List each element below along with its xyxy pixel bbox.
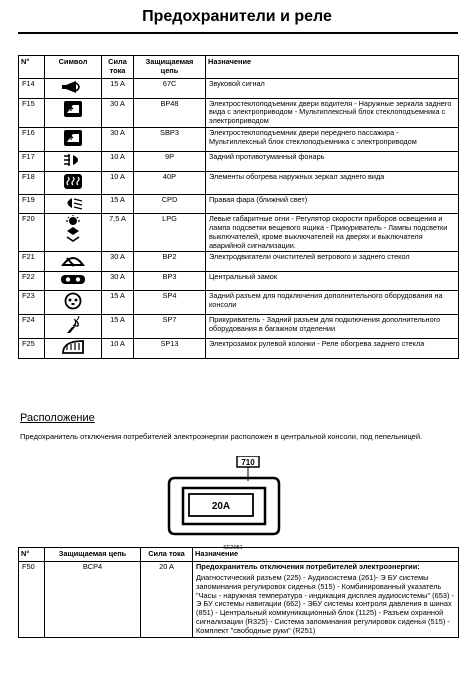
fuse-description: Звуковой сигнал: [206, 78, 459, 98]
header-purpose: Назначение: [206, 56, 459, 79]
socket-icon: [45, 291, 102, 315]
location-heading: Расположение: [20, 412, 95, 424]
fuse-current: 30 A: [102, 98, 134, 127]
fuse-number: F18: [19, 171, 45, 194]
window-lift-icon: [45, 98, 102, 127]
fuse-description: Диагностический разъем (225) - Аудиосистема (261)- Э БУ системы запоминания регулировок сиденья (515) - Комбинированный указатель "Часы - наружная температура - индикация дисплея аудиосистемы" (653) - Э БУ системы навигации (662) - ЭБУ системы контроля давления в шинах (851) - Центральный коммуникационный блок (1125) - Разъем охранной сигнализации (R325) - Система запоминания регулировок сиденья (515) - Комплект "свободные руки" (R251): [196, 572, 454, 635]
main-fuse-table: [18, 547, 459, 638]
table-row: [19, 252, 459, 272]
table-row: [19, 338, 459, 358]
fuse-number: F21: [19, 252, 45, 272]
headlight-icon: [45, 194, 102, 214]
fuse-circuit: BP3: [134, 272, 206, 291]
fuse-description: Левые габаритные огни - Регулятор скорости приборов освещения и лампа подсветки вещевого ящика - Прикуриватель - Лампы подсветки выключателей, кроме выключателей на дверях и выключателя аварийной сигнализации.: [206, 214, 459, 252]
fuse-circuit: 67C: [134, 78, 206, 98]
table-row: [19, 561, 459, 637]
header-circuit: Защищаемая цепь: [45, 548, 141, 562]
fuse-current: 30 A: [102, 272, 134, 291]
horn-icon: [45, 78, 102, 98]
table-row: [19, 78, 459, 98]
fuse-number: F16: [19, 127, 45, 151]
fuse-purpose-cell: [193, 561, 459, 637]
table-row: [19, 315, 459, 339]
header-current: Сила тока: [141, 548, 193, 562]
header-num: N°: [19, 56, 45, 79]
fuse-description: Правая фара (ближний свет): [206, 194, 459, 214]
fuse-current: 30 A: [102, 252, 134, 272]
fuse-current: 10 A: [102, 171, 134, 194]
fuse-current: 10 A: [102, 151, 134, 171]
fuse-number: F50: [19, 561, 45, 637]
header-num: N°: [19, 548, 45, 562]
page-title: Предохранители и реле: [142, 8, 332, 25]
header-current: Сила тока: [102, 56, 134, 79]
fuse-number: F24: [19, 315, 45, 339]
fuse-current: 15 A: [102, 78, 134, 98]
diagram-caption: SE2051: [223, 545, 243, 551]
fuse-circuit: 9P: [134, 151, 206, 171]
window-lift-icon: [45, 127, 102, 151]
header-symbol: Символ: [45, 56, 102, 79]
diagram-label-top: 710: [241, 458, 255, 467]
fuse-current: 10 A: [102, 338, 134, 358]
fuse-circuit: SP13: [134, 338, 206, 358]
heated-mirror-icon: [45, 171, 102, 194]
side-lights-icon: [45, 214, 102, 252]
fuse-description: Прикуриватель - Задний разъем для подключения дополнительного оборудования в багажном отделении: [206, 315, 459, 339]
fuse-location-diagram: [165, 456, 285, 554]
fuse-number: F22: [19, 272, 45, 291]
fuse-description: Электродвигатели очистителей ветрового и заднего стекол: [206, 252, 459, 272]
fuse-circuit: BP48: [134, 98, 206, 127]
fuse-description: Электростеклоподъемник двери водителя - Наружные зеркала заднего вида с электроприводом - Мультиплексный блок стеклоподъемника с электроприводом: [206, 98, 459, 127]
fuse-current: 15 A: [102, 291, 134, 315]
fuse-number: F25: [19, 338, 45, 358]
fuse-circuit: BP2: [134, 252, 206, 272]
rear-fog-lamp-icon: [45, 151, 102, 171]
fuse-circuit: LPG: [134, 214, 206, 252]
header-circuit: Защищаемая цепь: [134, 56, 206, 79]
fuse-current: 30 A: [102, 127, 134, 151]
table-row: [19, 171, 459, 194]
fuse-circuit: 40P: [134, 171, 206, 194]
fuse-number: F15: [19, 98, 45, 127]
fuse-circuit: SBP3: [134, 127, 206, 151]
fuse-circuit: SP4: [134, 291, 206, 315]
fuse-purpose-title: Предохранитель отключения потребителей электроэнергии:: [196, 561, 420, 571]
fuse-description: Задний разъем для подключения дополнительного оборудования на консоли: [206, 291, 459, 315]
fuse-number: F19: [19, 194, 45, 214]
fuse-table: [18, 55, 459, 359]
rear-defrost-icon: [45, 338, 102, 358]
header-purpose: Назначение: [193, 548, 459, 562]
table-row: [19, 98, 459, 127]
table-row: [19, 194, 459, 214]
table-row: [19, 272, 459, 291]
location-text: Предохранитель отключения потребителей электроэнергии расположен в центральной консоли, под пепельницей.: [20, 432, 423, 441]
fuse-description: Электростеклоподъемник двери переднего пассажира - Мультиплексный блок стеклоподъемника с электроприводом: [206, 127, 459, 151]
table-row: [19, 127, 459, 151]
table-row: [19, 214, 459, 252]
table-row: [19, 151, 459, 171]
central-lock-icon: [45, 272, 102, 291]
fuse-number: F14: [19, 78, 45, 98]
fuse-description: Электрозамок рулевой колонки - Реле обогрева заднего стекла: [206, 338, 459, 358]
fuse-current: 7,5 A: [102, 214, 134, 252]
fuse-description: Элементы обогрева наружных зеркал заднего вида: [206, 171, 459, 194]
fuse-description: Задний противотуманный фонарь: [206, 151, 459, 171]
table-header-row: [19, 56, 459, 79]
fuse-label: 20A: [211, 501, 231, 512]
fuse-current: 20 A: [141, 561, 193, 637]
fuse-number: F23: [19, 291, 45, 315]
table-header-row: [19, 548, 459, 562]
cigarette-lighter-icon: [45, 315, 102, 339]
fuse-circuit: BCP4: [45, 561, 141, 637]
fuse-circuit: SP7: [134, 315, 206, 339]
fuse-description: Центральный замок: [206, 272, 459, 291]
fuse-current: 15 A: [102, 194, 134, 214]
table-row: [19, 291, 459, 315]
fuse-current: 15 A: [102, 315, 134, 339]
fuse-number: F17: [19, 151, 45, 171]
title-underline: [18, 32, 458, 34]
fuse-number: F20: [19, 214, 45, 252]
wiper-icon: [45, 252, 102, 272]
fuse-circuit: CPD: [134, 194, 206, 214]
